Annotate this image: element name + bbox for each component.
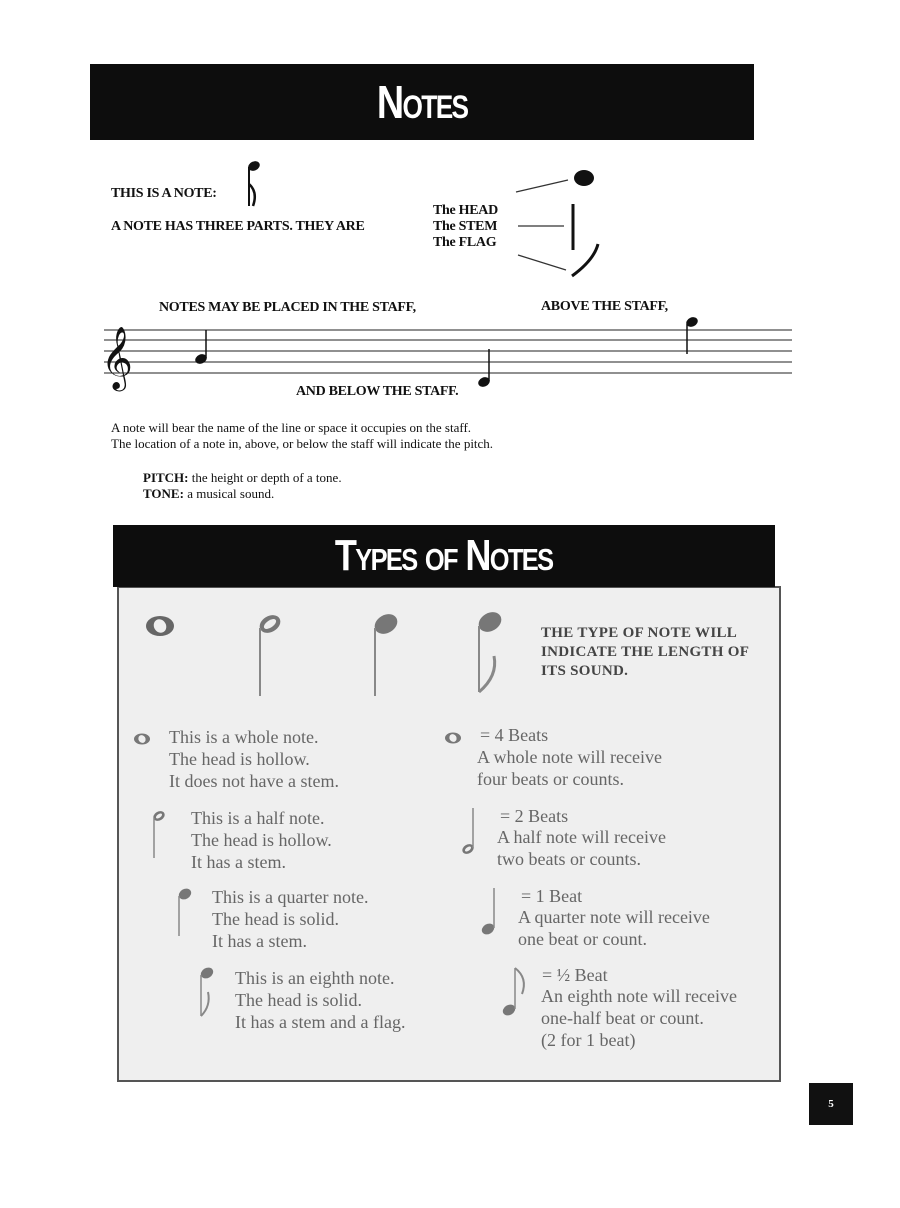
half-note-small-icon [148, 808, 168, 860]
below-staff-label: AND BELOW THE STAFF. [296, 384, 459, 399]
half-note-beats: = 2 Beats [500, 806, 569, 826]
eighth-note-large-icon [470, 608, 520, 700]
whole-note-beat-description [477, 746, 662, 790]
eighth-note-beats: = ½ Beat [542, 965, 608, 985]
eighth-note-beat-description [541, 985, 737, 1051]
desc-line: The head is hollow. [169, 749, 310, 769]
beat-desc-line: An eighth note will receive [541, 986, 737, 1006]
definition-tone [143, 486, 342, 502]
note-parts-list [433, 203, 498, 251]
whole-note-beats: = 4 Beats [480, 725, 549, 745]
types-title-bar [113, 525, 775, 587]
half-note-beat-description [497, 826, 666, 870]
desc-line: This is an eighth note. [235, 968, 395, 988]
pitch-text: the height or depth of a tone. [188, 470, 342, 485]
whole-note-beat-icon [444, 731, 462, 745]
desc-line: The head is hollow. [191, 830, 332, 850]
tone-term: TONE: [143, 486, 184, 501]
whole-note-icon [140, 606, 180, 646]
quarter-note-description [212, 886, 368, 952]
desc-line: The head is solid. [235, 990, 362, 1010]
desc-line: It does not have a stem. [169, 771, 339, 791]
part-head: The HEAD [433, 203, 498, 218]
desc-line: It has a stem and a flag. [235, 1012, 406, 1032]
music-staff [96, 316, 796, 396]
types-heading-line: ITS SOUND. [541, 663, 629, 679]
quarter-note-beats: = 1 Beat [521, 886, 583, 906]
types-heading-line: INDICATE THE LENGTH OF [541, 644, 750, 660]
three-parts-label: A NOTE HAS THREE PARTS. THEY ARE [111, 219, 365, 234]
beat-desc-line: (2 for 1 beat) [541, 1030, 636, 1050]
note-parts-diagram [510, 160, 620, 285]
tone-text: a musical sound. [183, 486, 275, 501]
eighth-note-beat-icon [500, 964, 530, 1018]
eighth-note-icon [238, 158, 268, 214]
description-line: The location of a note in, above, or below the staff will indicate the pitch. [111, 436, 494, 451]
quarter-note-small-icon [173, 886, 193, 938]
eighth-note-description [235, 967, 405, 1033]
desc-line: The head is solid. [212, 909, 339, 929]
beat-desc-line: A whole note will receive [477, 747, 662, 767]
half-note-icon [250, 608, 290, 700]
definition-pitch [143, 470, 342, 486]
description-line: A note will bear the name of the line or space it occupies on the staff. [111, 420, 472, 435]
beat-desc-line: one-half beat or count. [541, 1008, 704, 1028]
treble-clef-icon: 𝄞 [101, 326, 133, 389]
quarter-note-beat-description [518, 906, 710, 950]
in-staff-label: NOTES MAY BE PLACED IN THE STAFF, [159, 300, 416, 315]
beat-desc-line: one beat or count. [518, 929, 647, 949]
beat-desc-line: four beats or counts. [477, 769, 624, 789]
note-head-icon [574, 170, 594, 186]
desc-line: This is a whole note. [169, 727, 319, 747]
part-stem: The STEM [433, 219, 498, 234]
desc-line: This is a quarter note. [212, 887, 369, 907]
this-is-note-label: THIS IS A NOTE: [111, 186, 217, 201]
desc-line: This is a half note. [191, 808, 325, 828]
types-title: Types of Notes [335, 531, 553, 580]
quarter-note-icon [364, 608, 404, 700]
page-number: 5 [809, 1083, 853, 1125]
desc-line: It has a stem. [191, 852, 286, 872]
definitions [143, 470, 342, 502]
description [111, 420, 493, 452]
part-flag: The FLAG [433, 235, 497, 250]
half-note-description [191, 807, 332, 873]
whole-note-description [169, 726, 339, 792]
beat-desc-line: A quarter note will receive [518, 907, 710, 927]
types-heading-line: THE TYPE OF NOTE WILL [541, 625, 738, 641]
page-title: Notes [376, 76, 468, 128]
desc-line: It has a stem. [212, 931, 307, 951]
above-staff-label: ABOVE THE STAFF, [541, 299, 668, 314]
quarter-note-beat-icon [478, 886, 504, 938]
title-bar [90, 64, 754, 140]
beat-desc-line: A half note will receive [497, 827, 666, 847]
half-note-beat-icon [458, 806, 484, 858]
whole-note-small-icon [133, 732, 151, 746]
beat-desc-line: two beats or counts. [497, 849, 641, 869]
note-flag-icon [572, 244, 598, 276]
types-heading [541, 624, 749, 681]
pitch-term: PITCH: [143, 470, 189, 485]
eighth-note-small-icon [195, 966, 219, 1020]
